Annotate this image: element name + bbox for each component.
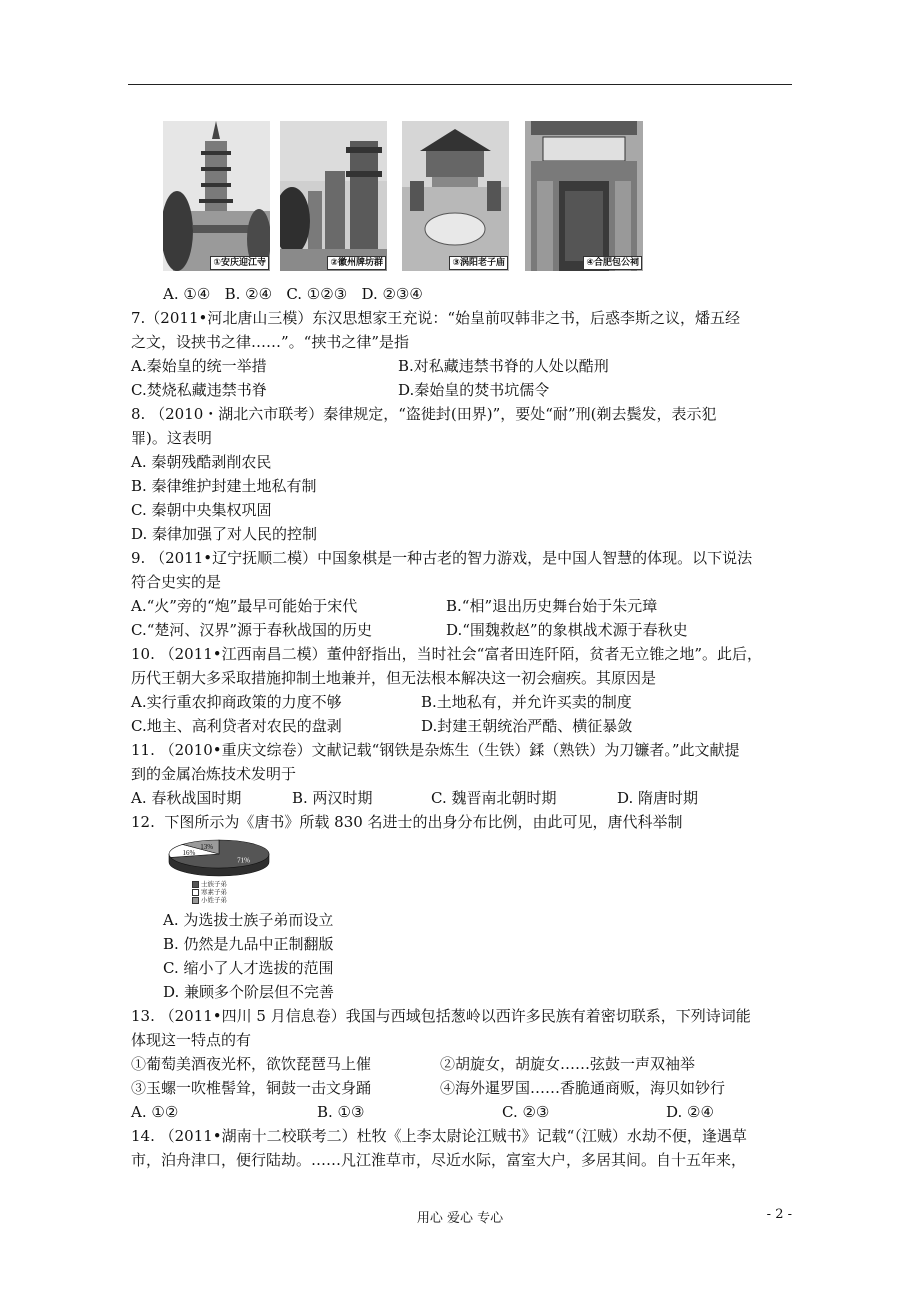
q6-options: A. ①④ B. ②④ C. ①②③ D. ②③④ bbox=[163, 285, 423, 303]
q13-poem-1: ①葡萄美酒夜光杯，欲饮琵琶马上催 bbox=[131, 1055, 372, 1073]
q10-option-b: B.土地私有，并允许买卖的制度 bbox=[421, 693, 632, 711]
q9-option-a: A.“火”旁的“炮”最早可能始于宋代 bbox=[131, 597, 358, 615]
page-number: - 2 - bbox=[766, 1207, 792, 1222]
legend-item bbox=[192, 880, 227, 888]
q12-stem: 12. 下图所示为《唐书》所载 830 名进士的出身分布比例，由此可见，唐代科举制 bbox=[131, 813, 683, 831]
q11-stem-line1: 11. （2010•重庆文综卷）文献记载“钢铁是杂炼生（生铁）鍒（熟铁）为刀镰者。”此文献提 bbox=[131, 741, 740, 759]
q10-option-d: D.封建王朝统治严酷、横征暴敛 bbox=[421, 717, 633, 735]
photo-anqing-temple bbox=[163, 121, 270, 271]
q7-option-a: A.秦始皇的统一举措 bbox=[131, 357, 267, 375]
photo-caption: ①安庆迎江寺 bbox=[210, 256, 269, 270]
pie-slice-label: 13% bbox=[200, 843, 214, 852]
q13-option-c: C. ②③ bbox=[502, 1103, 550, 1121]
q12-option-b: B. 仍然是九品中正制翻版 bbox=[163, 935, 334, 953]
q9-option-c: C.“楚河、汉界”源于春秋战国的历史 bbox=[131, 621, 373, 639]
photo-caption: ③涡阳老子庙 bbox=[449, 256, 508, 270]
legend-swatch bbox=[192, 897, 199, 904]
legend-swatch bbox=[192, 881, 199, 888]
q13-poem-2: ②胡旋女，胡旋女……弦鼓一声双袖举 bbox=[440, 1055, 696, 1073]
pie-slice-label: 16% bbox=[182, 848, 196, 857]
legend-item bbox=[192, 896, 227, 904]
q11-option-b: B. 两汉时期 bbox=[292, 789, 373, 807]
q11-stem-line2: 到的金属冶炼技术发明于 bbox=[131, 765, 297, 783]
q10-option-c: C.地主、高利贷者对农民的盘剥 bbox=[131, 717, 342, 735]
header-rule bbox=[128, 84, 792, 85]
q10-option-a: A.实行重农抑商政策的力度不够 bbox=[131, 693, 342, 711]
q14-stem-line1: 14. （2011•湖南十二校联考二）杜牧《上李太尉论江贼书》记载“（江贼）水劫不便，逢遇草 bbox=[131, 1127, 747, 1145]
q8-option-a: A. 秦朝残酷剥削农民 bbox=[131, 453, 272, 471]
q8-stem-line2: 罪)。这表明 bbox=[131, 429, 212, 447]
legend-label: 寒素子弟 bbox=[201, 888, 227, 896]
q13-option-b: B. ①③ bbox=[317, 1103, 365, 1121]
photo-caption: ④合肥包公祠 bbox=[583, 256, 642, 270]
q9-stem-line1: 9. （2011•辽宁抚顺二模）中国象棋是一种古老的智力游戏，是中国人智慧的体现。以下说法 bbox=[131, 549, 753, 567]
q12-option-c: C. 缩小了人才选拔的范围 bbox=[163, 959, 334, 977]
q13-poem-4: ④海外暹罗国……香脆通商贩，海贝如钞行 bbox=[440, 1079, 726, 1097]
q7-stem-line2: 之文，设挟书之律……”。“挟书之律”是指 bbox=[131, 333, 410, 351]
q13-option-a: A. ①② bbox=[131, 1103, 179, 1121]
q9-stem-line2: 符合史实的是 bbox=[131, 573, 222, 591]
q11-option-d: D. 隋唐时期 bbox=[617, 789, 699, 807]
q10-stem-line1: 10. （2011•江西南昌二模）董仲舒指出，当时社会“富者田连阡陌，贫者无立锥之地”。此后， bbox=[131, 645, 762, 663]
q8-stem-line1: 8. （2010・湖北六市联考）秦律规定，“盗徙封(田界)”，要处“耐”刑(剃去鬓发，表示犯 bbox=[131, 405, 717, 423]
q9-option-b: B.“相”退出历史舞台始于朱元璋 bbox=[446, 597, 658, 615]
q13-stem-line2: 体现这一特点的有 bbox=[131, 1031, 252, 1049]
q12-option-a: A. 为选拔士族子弟而设立 bbox=[163, 911, 334, 929]
footer-motto: 用心 爱心 专心 bbox=[416, 1211, 504, 1226]
q7-option-b: B.对私藏违禁书脊的人处以酷刑 bbox=[398, 357, 609, 375]
q8-option-d: D. 秦律加强了对人民的控制 bbox=[131, 525, 318, 543]
q13-stem-line1: 13. （2011•四川 5 月信息卷）我国与西域包括葱岭以西许多民族有着密切联系，下列诗词能 bbox=[131, 1007, 751, 1025]
legend-item bbox=[192, 888, 227, 896]
q10-stem-line2: 历代王朝大多采取措施抑制土地兼并，但无法根本解决这一初会痼疾。其原因是 bbox=[131, 669, 657, 687]
q7-stem-line1: 7.（2011•河北唐山三模）东汉思想家王充说：“始皇前叹韩非之书，后惑李斯之议，燔五经 bbox=[131, 309, 741, 327]
legend-label: 小姓子弟 bbox=[201, 896, 227, 904]
q13-poem-3: ③玉螺一吹椎髻耸，铜鼓一击文身踊 bbox=[131, 1079, 372, 1097]
q13-option-d: D. ②④ bbox=[666, 1103, 714, 1121]
q14-stem-line2: 市，泊舟津口，便行陆劫。……凡江淮草市，尽近水际，富室大户，多居其间。自十五年来， bbox=[131, 1151, 747, 1169]
q7-option-d: D.秦始皇的焚书坑儒令 bbox=[398, 381, 550, 399]
photo-row bbox=[163, 121, 648, 272]
photo-guoyang-laozi-temple bbox=[402, 121, 509, 271]
photo-caption: ②徽州牌坊群 bbox=[327, 256, 386, 270]
pie-legend bbox=[192, 880, 227, 904]
q7-option-c: C.焚烧私藏违禁书脊 bbox=[131, 381, 267, 399]
photo-huizhou-archways bbox=[280, 121, 387, 271]
q8-option-b: B. 秦律维护封建土地私有制 bbox=[131, 477, 317, 495]
q12-option-d: D. 兼顾多个阶层但不完善 bbox=[163, 983, 335, 1001]
pie-chart-svg bbox=[163, 836, 275, 880]
q11-option-c: C. 魏晋南北朝时期 bbox=[431, 789, 557, 807]
q11-option-a: A. 春秋战国时期 bbox=[131, 789, 242, 807]
legend-swatch bbox=[192, 889, 199, 896]
q9-option-d: D.“围魏救赵”的象棋战术源于春秋史 bbox=[446, 621, 688, 639]
photo-hefei-baogong-temple bbox=[525, 121, 643, 271]
legend-label: 士族子弟 bbox=[201, 880, 227, 888]
pie-slice-label: 71% bbox=[237, 856, 250, 865]
q8-option-c: C. 秦朝中央集权巩固 bbox=[131, 501, 272, 519]
